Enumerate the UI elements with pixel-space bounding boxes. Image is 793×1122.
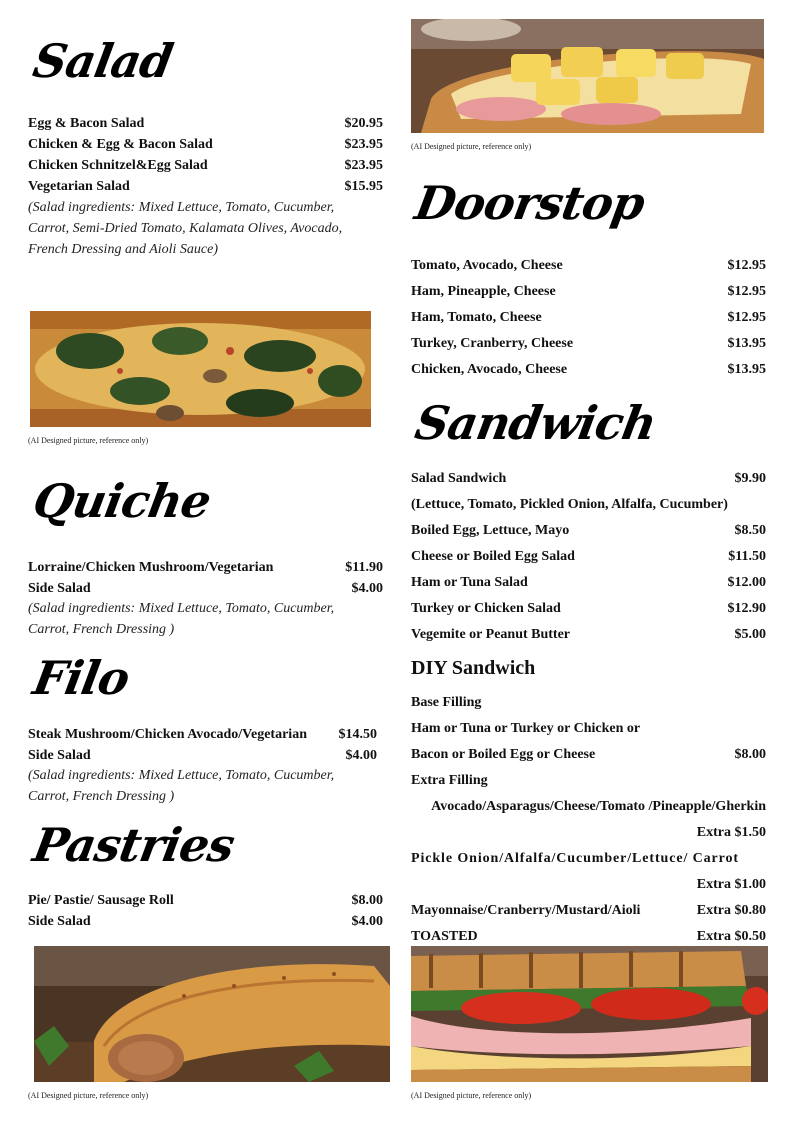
note-line: Carrot, French Dressing ) xyxy=(28,622,175,637)
base-filling-options: Bacon or Boiled Egg or Cheese xyxy=(411,747,596,762)
note-line: French Dressing and Aioli Sauce) xyxy=(28,242,219,257)
diy-row xyxy=(411,927,766,947)
diy-sandwich-title: DIY Sandwich xyxy=(411,657,536,679)
diy-row xyxy=(411,719,766,739)
item-name: Chicken Schnitzel&Egg Salad xyxy=(28,158,208,173)
item-name: Cheese or Boiled Egg Salad xyxy=(411,549,575,564)
menu-item xyxy=(28,891,383,911)
menu-item xyxy=(411,547,766,567)
base-filling-label: Base Filling xyxy=(411,695,482,710)
item-name: (Lettuce, Tomato, Pickled Onion, Alfalfa, Cucumber) xyxy=(411,497,728,512)
diy-row xyxy=(411,693,766,713)
note-line: Carrot, French Dressing ) xyxy=(28,789,175,804)
item-name: Lorraine/Chicken Mushroom/Vegetarian xyxy=(28,560,274,575)
item-price: $12.95 xyxy=(727,284,766,299)
item-price: $4.00 xyxy=(345,748,377,763)
menu-item xyxy=(411,495,766,515)
menu-item xyxy=(28,177,383,197)
photo-caption: (AI Designed picture, reference only) xyxy=(411,142,532,151)
menu-item xyxy=(28,579,383,599)
item-name: Side Salad xyxy=(28,748,91,763)
item-name: Boiled Egg, Lettuce, Mayo xyxy=(411,523,570,538)
pastries-heading: Pastries xyxy=(29,818,238,872)
diy-row xyxy=(411,875,766,895)
item-price: Extra $0.80 xyxy=(696,903,766,918)
diy-row xyxy=(411,849,766,869)
extra-filling-label: Extra Filling xyxy=(411,773,488,788)
diy-row xyxy=(411,745,766,765)
menu-item xyxy=(411,282,766,302)
toasted-label: TOASTED xyxy=(411,929,478,944)
item-price: $11.50 xyxy=(728,549,766,564)
menu-item xyxy=(411,573,766,593)
filo-ingredients-note xyxy=(28,765,373,807)
menu-item xyxy=(28,114,383,134)
menu-item xyxy=(28,156,383,176)
salad-ingredients-note xyxy=(28,197,373,260)
item-price: Extra $1.00 xyxy=(696,877,766,892)
filo-heading: Filo xyxy=(29,651,134,705)
item-price: $23.95 xyxy=(344,158,383,173)
item-price: $15.95 xyxy=(344,179,383,194)
sausage-roll-photo xyxy=(34,946,390,1082)
salad-heading: Salad xyxy=(29,34,177,88)
extra-filling-options: Mayonnaise/Cranberry/Mustard/Aioli xyxy=(411,903,641,918)
menu-item xyxy=(411,599,766,619)
diy-row xyxy=(411,823,766,843)
item-name: Ham, Pineapple, Cheese xyxy=(411,284,556,299)
item-name: Egg & Bacon Salad xyxy=(28,116,145,131)
item-price: Extra $0.50 xyxy=(696,929,766,944)
diy-row xyxy=(411,771,766,791)
item-price: $12.00 xyxy=(727,575,766,590)
diy-row xyxy=(411,797,766,817)
menu-item xyxy=(28,558,383,578)
photo-caption: (AI Designed picture, reference only) xyxy=(411,1091,532,1100)
item-price: $12.95 xyxy=(727,258,766,273)
item-price: $11.90 xyxy=(345,560,383,575)
item-name: Ham or Tuna Salad xyxy=(411,575,528,590)
item-name: Vegetarian Salad xyxy=(28,179,130,194)
quiche-heading: Quiche xyxy=(29,474,215,528)
item-price: $12.95 xyxy=(727,310,766,325)
item-name: Pie/ Pastie/ Sausage Roll xyxy=(28,893,174,908)
menu-item xyxy=(411,625,766,645)
doorstop-photo xyxy=(411,19,764,133)
menu-item xyxy=(28,135,383,155)
note-line: (Salad ingredients: Mixed Lettuce, Tomato, Cucumber, xyxy=(28,601,335,616)
item-name: Side Salad xyxy=(28,914,91,929)
item-price: $9.90 xyxy=(734,471,766,486)
note-line: (Salad ingredients: Mixed Lettuce, Tomato, Cucumber, xyxy=(28,200,335,215)
menu-item xyxy=(411,308,766,328)
item-name: Ham, Tomato, Cheese xyxy=(411,310,542,325)
item-name: Chicken & Egg & Bacon Salad xyxy=(28,137,213,152)
toasted-sandwich-photo xyxy=(411,946,768,1082)
menu-item xyxy=(28,725,377,745)
extra-filling-options: Pickle Onion/Alfalfa/Cucumber/Lettuce/ Carrot xyxy=(411,851,739,866)
quiche-photo xyxy=(30,311,371,427)
item-price: Extra $1.50 xyxy=(696,825,766,840)
menu-item xyxy=(28,912,383,932)
note-line: (Salad ingredients: Mixed Lettuce, Tomato, Cucumber, xyxy=(28,768,335,783)
item-price: $14.50 xyxy=(338,727,377,742)
item-price: $20.95 xyxy=(344,116,383,131)
menu-item xyxy=(411,334,766,354)
photo-caption: (AI Designed picture, reference only) xyxy=(28,436,149,445)
item-name: Salad Sandwich xyxy=(411,471,507,486)
item-name: Turkey or Chicken Salad xyxy=(411,601,561,616)
diy-row xyxy=(411,901,766,921)
menu-item xyxy=(411,360,766,380)
item-price: $4.00 xyxy=(351,914,383,929)
item-name: Vegemite or Peanut Butter xyxy=(411,627,571,642)
menu-item xyxy=(411,256,766,276)
item-name: Steak Mushroom/Chicken Avocado/Vegetarian xyxy=(28,727,307,742)
item-name: Tomato, Avocado, Cheese xyxy=(411,258,563,273)
item-price: $4.00 xyxy=(351,581,383,596)
item-price: $13.95 xyxy=(727,362,766,377)
base-filling-options: Ham or Tuna or Turkey or Chicken or xyxy=(411,721,641,736)
item-price: $8.50 xyxy=(734,523,766,538)
menu-item xyxy=(28,746,377,766)
item-name: Side Salad xyxy=(28,581,91,596)
extra-filling-options: Avocado/Asparagus/Cheese/Tomato /Pineapple/Gherkin xyxy=(431,799,766,814)
item-price: $12.90 xyxy=(727,601,766,616)
doorstop-heading: Doorstop xyxy=(411,176,649,230)
menu-item xyxy=(411,469,766,489)
item-price: $13.95 xyxy=(727,336,766,351)
note-line: Carrot, Semi-Dried Tomato, Kalamata Olives, Avocado, xyxy=(28,221,343,236)
item-name: Chicken, Avocado, Cheese xyxy=(411,362,568,377)
quiche-ingredients-note xyxy=(28,598,373,640)
item-price: $8.00 xyxy=(734,747,766,762)
item-price: $8.00 xyxy=(351,893,383,908)
item-price: $5.00 xyxy=(734,627,766,642)
item-price: $23.95 xyxy=(344,137,383,152)
item-name: Turkey, Cranberry, Cheese xyxy=(411,336,574,351)
photo-caption: (AI Designed picture, reference only) xyxy=(28,1091,149,1100)
sandwich-heading: Sandwich xyxy=(411,396,660,450)
menu-item xyxy=(411,521,766,541)
